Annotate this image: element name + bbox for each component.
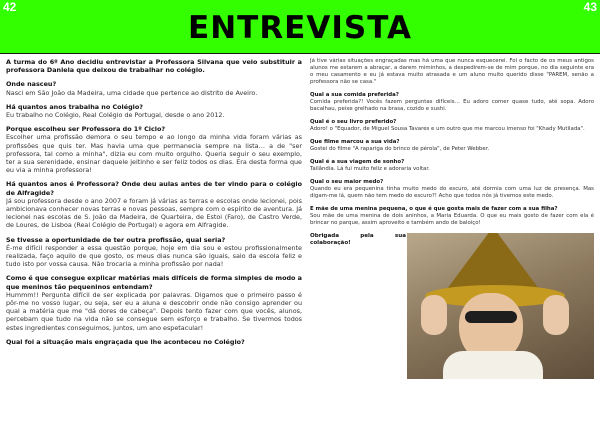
qa-item bbox=[6, 236, 302, 269]
answer: Tailândia. Lá fui muito feliz e adoraria voltar. bbox=[310, 166, 430, 172]
question: Qual foi a situação mais engraçada que lhe aconteceu no Colégio? bbox=[6, 337, 245, 346]
answer: Nasci em São João da Madeira, uma cidade que pertence ao distrito de Aveiro. bbox=[6, 88, 258, 97]
qa-item bbox=[310, 119, 594, 133]
answer: Eu trabalho no Colégio, Real Colégio de Portugal, desde o ano 2012. bbox=[6, 111, 225, 120]
qa-item bbox=[310, 92, 594, 113]
answer: É-me difícil responder a essa questão porque, hoje em dia sou e estou profissionalmente realizada, faço aquilo de que gosto, os meus dias nunca são iguais, saio da escola feliz e tudo isto por vossa causa. Não trocaria a minha profissão por nada! bbox=[6, 243, 302, 269]
question: E mãe de uma menina pequena, o que é que gosta mais de fazer com a sua filha? bbox=[310, 206, 558, 212]
qa-item bbox=[6, 274, 302, 331]
answer: Sou mãe de uma menina de dois aninhos, a Maria Eduarda. O que eu mais gosto de fazer com ela é brincar no parque, assim aproveito e também ando de baloiço! bbox=[310, 213, 594, 226]
qa-item bbox=[6, 80, 302, 96]
page-number-left: 42 bbox=[3, 0, 17, 14]
question: Qual é o seu livro preferido? bbox=[310, 119, 397, 125]
header-banner bbox=[0, 0, 600, 54]
page-title: ENTREVISTA bbox=[188, 10, 412, 46]
question: Há quantos anos trabalha no Colégio? bbox=[6, 102, 143, 111]
question: Qual é a sua viagem de sonho? bbox=[310, 159, 405, 165]
qa-item bbox=[6, 338, 302, 346]
answer: Hummm!! Pergunta difícil de ser explicada por palavras. Digamos que o primeiro passo é pôr-me no vosso lugar, ou seja, ser eu a aluna e descobrir onde não consigo aprender ou qual a matéria que me "dá dores de cabeça". Depois tento fazer com que vocês, alunos, percebam que tudo na vida não se consegue sem esforço e trabalho. Se tivermos todos estes ingredientes conseguimos, juntos, um ano espetacular! bbox=[6, 290, 302, 332]
thanks-text: Obrigada pela sua colaboração! bbox=[310, 233, 406, 246]
question: Qual a sua comida preferida? bbox=[310, 92, 399, 98]
qa-item bbox=[310, 179, 594, 200]
right-column bbox=[310, 58, 594, 420]
intro-text: A turma do 6º Ano decidiu entrevistar a Professora Silvana que veio substituir a professora Daniela que deixou de trabalhar no colégio. bbox=[6, 58, 302, 75]
question: Há quantos anos é Professora? Onde deu aulas antes de ter vindo para o colégio de Alfragide? bbox=[6, 180, 302, 197]
question: Como é que consegue explicar matérias mais difíceis de forma simples de modo a que meninos tão pequeninos entendam? bbox=[6, 274, 302, 291]
qa-item bbox=[310, 139, 594, 153]
question: Porque escolheu ser Professora do 1º Ciclo? bbox=[6, 125, 166, 134]
answer: Gostei do filme "A rapariga do brinco de pérola", de Peter Webber. bbox=[310, 146, 490, 152]
answer: Já sou professora desde o ano 2007 e foram já várias as terras e escolas onde lecionei, pois ambicionava conhecer novas terras e novas pessoas, sempre com o espírito de aventura. Já lecionei nas escolas de S. João da Madeira, de Quarteira, de Estoi (Faro), de Castro Verde, de Loures, de Lisboa (Real Colégio de Portugal) e agora em Alfragide. bbox=[6, 196, 302, 230]
answer: Adoro! o "Equador, de Miguel Sousa Tavares e um outro que me marcou imenso foi "Khady Mutilada". bbox=[310, 126, 585, 132]
left-column bbox=[6, 58, 302, 420]
qa-item bbox=[6, 125, 302, 174]
answer: Escolher uma profissão demora o seu tempo e ao longo da minha vida foram várias as profissões que quis ter. Mas havia uma que permanecia sempre na lista… a de "ser professora, tal como a minha", dizia eu com muito orgulho. Queria seguir o seu exemplo, ter a sua serenidade, ensinar daquele jeitinho e ser feliz todos os dias. Era desta forma que eu via a minha professora! bbox=[6, 133, 302, 175]
witch-hat-icon bbox=[447, 233, 539, 289]
qa-item bbox=[310, 206, 594, 227]
shirt-shape bbox=[443, 351, 543, 379]
question: Que filme marcou a sua vida? bbox=[310, 139, 400, 145]
answer-continued: Já tive várias situações engraçadas mas há uma que nunca esquecerei. Foi o facto de os meus antigos alunos me estarem a abraçar, a darem miminhos, a despedirem-se de mim porque, no dia seguinte era o meu casamento e eu já estava muito atrasada e um aluno muito querido disse "PAREM, senão a professora não se casa." bbox=[310, 58, 594, 85]
page-number-right: 43 bbox=[583, 0, 597, 14]
question: Se tivesse a oportunidade de ter outra profissão, qual seria? bbox=[6, 235, 226, 244]
glasses-shape bbox=[465, 311, 517, 323]
qa-item bbox=[6, 103, 302, 119]
qa-item bbox=[6, 180, 302, 229]
question: Onde nasceu? bbox=[6, 80, 57, 89]
closing-row bbox=[310, 233, 594, 247]
qa-item bbox=[310, 159, 594, 173]
answer: Comida preferida?! Vocês fazem perguntas difíceis… Eu adoro comer quase tudo, até sopa. Adoro bacalhau, peixe grelhado na brasa, cozido e sushi. bbox=[310, 99, 594, 112]
right-hand-shape bbox=[543, 295, 569, 335]
question: Qual o seu maior medo? bbox=[310, 179, 384, 185]
answer: Quando eu era pequenina tinha muito medo do escuro, até dormia com uma luz de presença. Mas digam-me lá, quem não tem medo do escuro?! Acho que todos nós já tivemos este medo. bbox=[310, 186, 594, 199]
left-hand-shape bbox=[421, 295, 447, 335]
teacher-photo bbox=[407, 233, 594, 379]
